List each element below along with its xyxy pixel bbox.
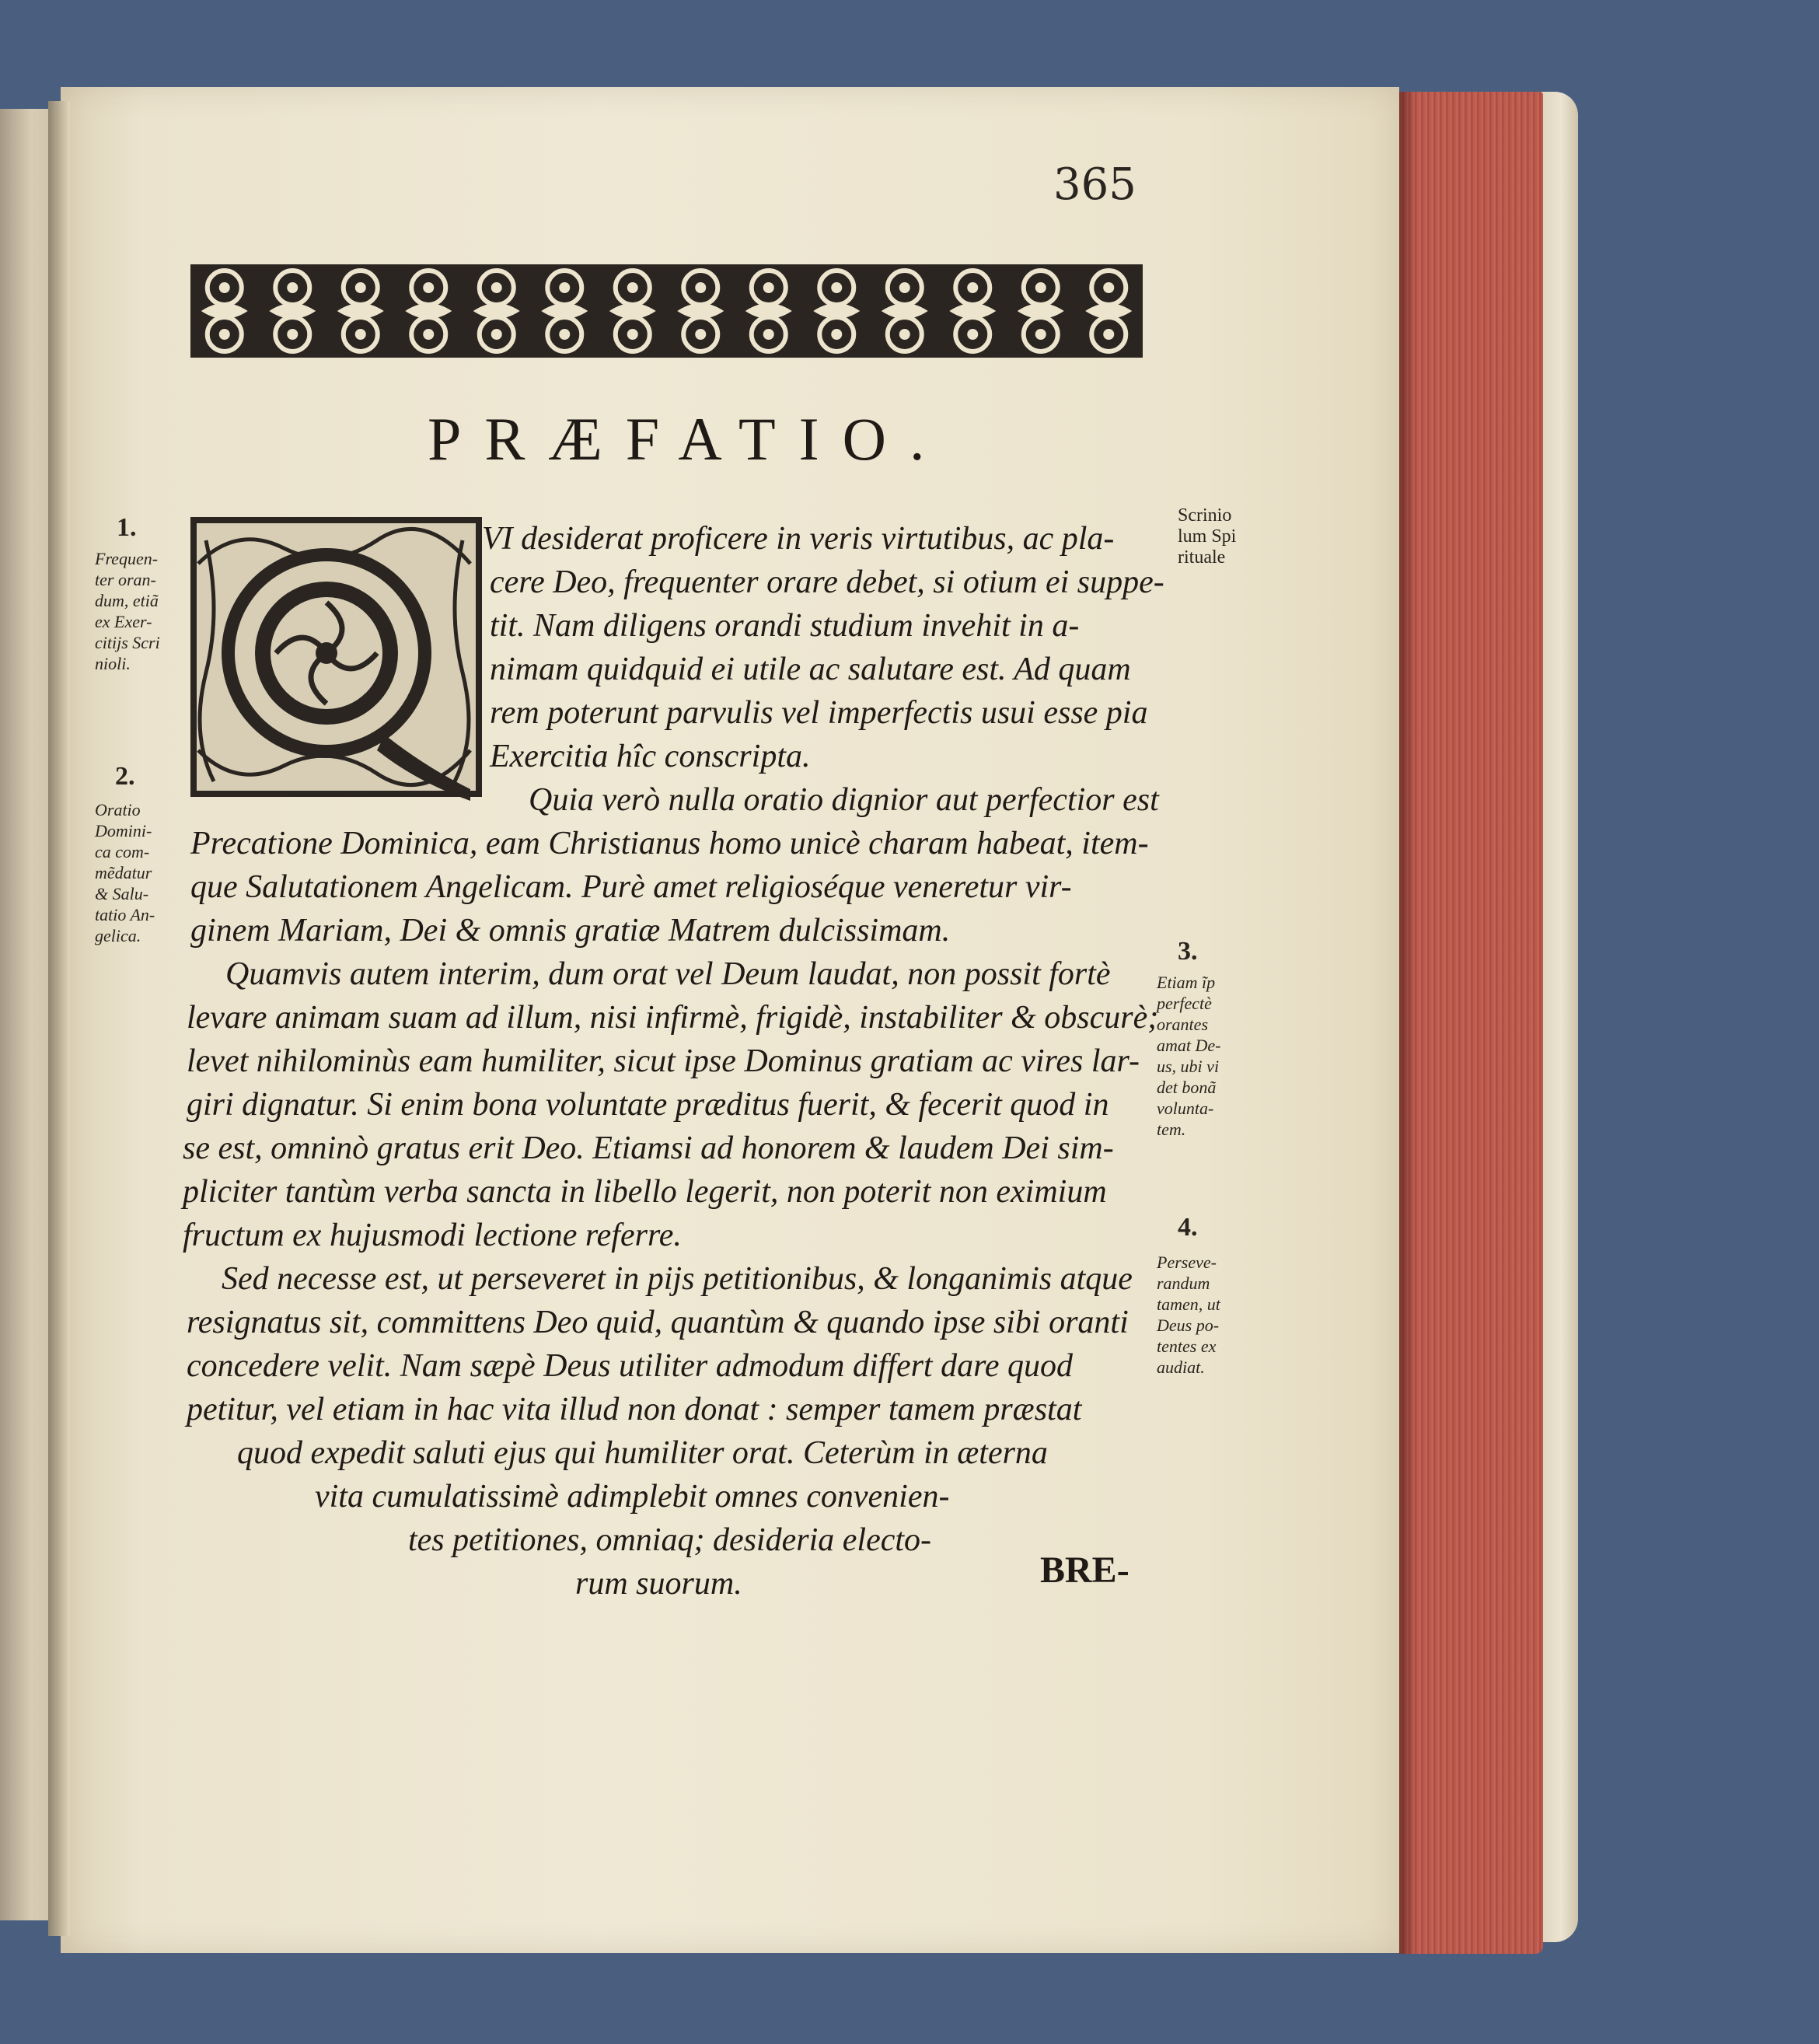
text-line: Exercitia hîc conscripta. [490, 739, 811, 774]
margin-note: Scrinio lum Spi rituale [1178, 505, 1237, 568]
text-line: nimam quidquid ei utile ac salutare est. Ad quam [490, 652, 1131, 687]
text-line: fructum ex hujusmodi lectione referre. [183, 1218, 682, 1253]
margin-note-number: 1. [117, 513, 137, 542]
page-number: 365 [1053, 159, 1136, 210]
margin-note-number: 4. [1178, 1213, 1198, 1242]
margin-note-number: 3. [1178, 937, 1198, 966]
text-line: levare animam suam ad illum, nisi infirmè, frigidè, instabiliter & obscurè; [187, 1000, 1159, 1036]
book-gutter [48, 101, 70, 1936]
text-line: vita cumulatissimè adimplebit omnes convenien- [315, 1479, 950, 1515]
text-line: se est, omninò gratus erit Deo. Etiamsi ad honorem & laudem Dei sim- [183, 1130, 1114, 1166]
text-line: Sed necesse est, ut perseveret in pijs petitionibus, & longanimis atque [222, 1261, 1133, 1297]
page-title: PRÆFATIO. [428, 405, 948, 473]
text-line: ginem Mariam, Dei & omnis gratiæ Matrem dulcissimam. [190, 913, 951, 949]
text-line: rem poterunt parvulis vel imperfectis usui esse pia [490, 695, 1148, 731]
text-line: que Salutationem Angelicam. Purè amet religioséque veneretur vir- [190, 869, 1072, 905]
text-line: quod expedit saluti ejus qui humiliter orat. Ceterùm in æterna [237, 1435, 1048, 1471]
margin-note-number: 2. [115, 762, 135, 791]
text-line: petitur, vel etiam in hac vita illud non donat : semper tamem præstat [187, 1392, 1082, 1427]
decorated-initial-q [190, 517, 482, 805]
text-line: giri dignatur. Si enim bona voluntate præditus fuerit, & fecerit quod in [187, 1087, 1109, 1123]
text-line: pliciter tantùm verba sancta in libello legerit, non poterit non eximium [183, 1174, 1107, 1210]
margin-note: Perseve- randum tamen, ut Deus po- tentes ex audiat. [1157, 1253, 1220, 1377]
ornamental-headpiece [190, 233, 1143, 389]
text-line: VI desiderat proficere in veris virtutibus, ac pla- [482, 521, 1115, 557]
text-line: Quamvis autem interim, dum orat vel Deum laudat, non possit fortè [225, 956, 1111, 992]
page-edge-shadow [1399, 92, 1416, 1954]
text-line: tes petitiones, omniaq; desideria electo- [408, 1522, 932, 1558]
red-page-edges [1399, 92, 1543, 1954]
text-line: resignatus sit, committens Deo quid, quantùm & quando ipse sibi oranti [187, 1305, 1129, 1340]
text-line: Quia verò nulla oratio dignior aut perfectior est [529, 782, 1159, 818]
margin-note: Etiam ĩp perfectè orantes amat De- us, ubi vi det bonã volunta- tem. [1157, 973, 1221, 1139]
text-line: cere Deo, frequenter orare debet, si otium ei suppe- [490, 564, 1164, 600]
text-line: levet nihilominùs eam humiliter, sicut ipse Dominus gratiam ac vires lar- [187, 1043, 1140, 1079]
text-line: Precatione Dominica, eam Christianus homo unicè charam habeat, item- [190, 826, 1149, 861]
text-line: concedere velit. Nam sæpè Deus utiliter admodum differt dare quod [187, 1348, 1074, 1384]
text-line: rum suorum. [575, 1566, 742, 1602]
catchword: BRE- [1040, 1550, 1129, 1591]
text-line: tit. Nam diligens orandi studium invehit in a- [490, 608, 1080, 644]
margin-note: Frequen- ter oran- dum, etiã ex Exer- citijs Scri nioli. [95, 549, 160, 673]
margin-note: Oratio Domini- ca com- mẽdatur & Salu- tatio An- gelica. [95, 800, 155, 945]
